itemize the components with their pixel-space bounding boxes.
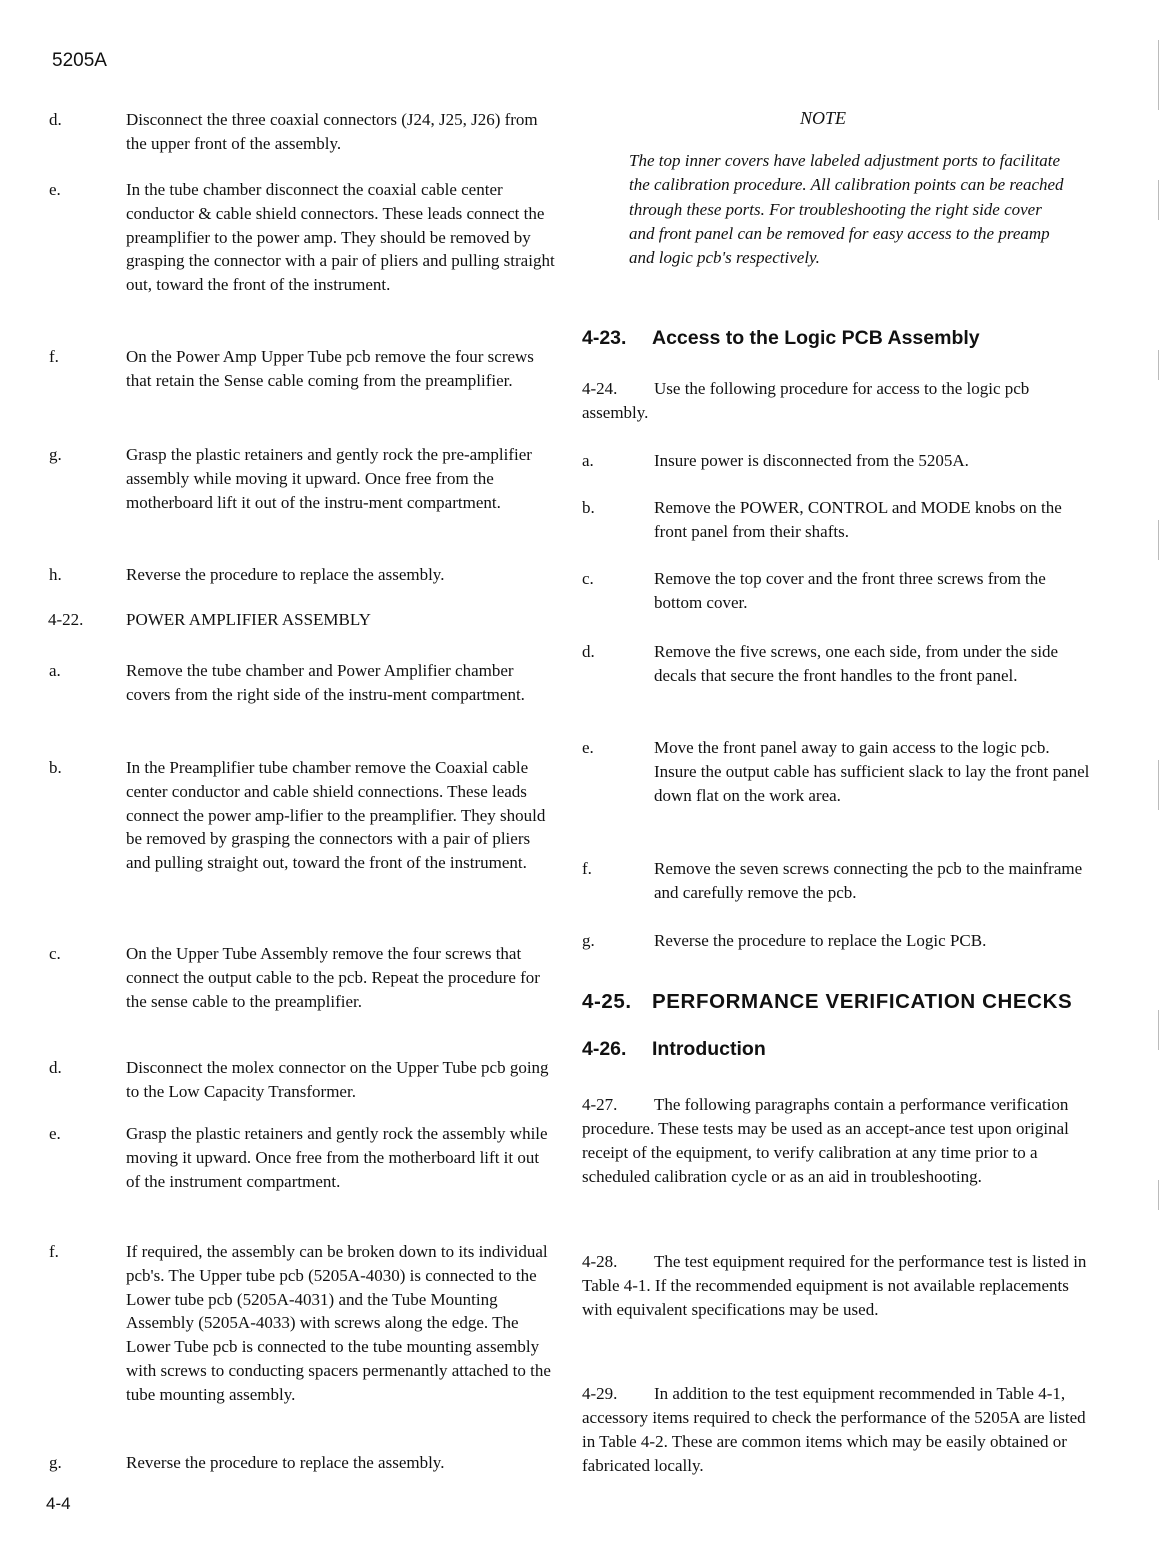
note-body: The top inner covers have labeled adjustment ports to facilitate the calibration procedure. All calibration points can be reached through these ports. For troubleshooting the right side cover and front panel can be removed for easy access to the preamp and logic pcb's respectively. — [629, 151, 1064, 268]
scan-mark — [1158, 1180, 1159, 1210]
section-heading-4-26 — [582, 1038, 766, 1061]
paragraph-4-29 — [582, 1382, 1097, 1478]
item-text: In the tube chamber disconnect the coaxial cable center conductor & cable shield connectors. These leads connect the preamplifier to the power amp. They should be removed by grasping the connector with a pair of pliers and pulling straight out, toward the front of the instrument. — [126, 180, 555, 295]
section-number: 4-22. — [48, 610, 84, 629]
scan-mark — [1158, 350, 1159, 380]
item-text: Remove the top cover and the front three screws from the bottom cover. — [654, 569, 1046, 612]
item-letter: h. — [49, 565, 62, 584]
item-text: Reverse the procedure to replace the Logic PCB. — [654, 931, 987, 950]
item-letter: f. — [582, 859, 592, 878]
item-text: Disconnect the molex connector on the Upper Tube pcb going to the Low Capacity Transformer. — [126, 1058, 549, 1101]
item-text: Move the front panel away to gain access to the logic pcb. Insure the output cable has sufficient slack to lay the front panel down flat on the work area. — [654, 738, 1090, 805]
item-text: On the Power Amp Upper Tube pcb remove the four screws that retain the Sense cable coming from the preamplifier. — [126, 347, 534, 390]
item-text: Reverse the procedure to replace the assembly. — [126, 1453, 445, 1472]
scan-mark — [1158, 520, 1159, 560]
item-letter: e. — [582, 738, 594, 757]
section-title: PERFORMANCE VERIFICATION CHECKS — [652, 990, 1073, 1013]
item-letter: e. — [49, 180, 61, 199]
item-text: Remove the tube chamber and Power Amplifier chamber covers from the right side of the instru-ment compartment. — [126, 661, 525, 704]
section-number: 4-26. — [582, 1038, 627, 1060]
page-number: 4-4 — [46, 1494, 71, 1513]
item-text: Insure power is disconnected from the 5205A. — [654, 451, 969, 470]
section-title: Introduction — [652, 1038, 766, 1060]
item-letter: c. — [49, 944, 61, 963]
scan-mark — [1158, 180, 1159, 220]
item-letter: d. — [582, 642, 595, 661]
item-text: On the Upper Tube Assembly remove the four screws that connect the output cable to the pcb. Repeat the procedure for the sense cable to the preamplifier. — [126, 944, 540, 1011]
paragraph-text: In addition to the test equipment recommended in Table 4-1, accessory items required to check the performance of the 5205A are listed in Table 4-2. These are common items which may be easily obtained or fabricated locally. — [582, 1384, 1086, 1475]
item-letter: b. — [49, 758, 62, 777]
section-number: 4-25. — [582, 990, 632, 1013]
note-title: NOTE — [800, 108, 847, 128]
item-letter: g. — [49, 1453, 62, 1472]
item-text: In the Preamplifier tube chamber remove the Coaxial cable center conductor and cable shield connections. These leads connect the power amp-lifier to the preamplifier. They should be removed by grasping the connectors with a pair of pliers and pulling straight out, toward the front of the instrument. — [126, 758, 546, 873]
scan-edge-marks — [1158, 0, 1162, 1544]
item-letter: d. — [49, 1058, 62, 1077]
item-text: If required, the assembly can be broken down to its individual pcb's. The Upper tube pcb (5205A-4030) is connected to the Lower tube pcb (5205A-4031) and the Tube Mounting Assembly (5205A-4033) with screws along the edge. The Lower Tube pcb is connected to the tube mounting assembly with screws to conducting spacers permenantly attached to the tube mounting assembly. — [126, 1242, 551, 1404]
item-text: Remove the POWER, CONTROL and MODE knobs on the front panel from their shafts. — [654, 498, 1062, 541]
paragraph-text: The test equipment required for the performance test is listed in Table 4-1. If the recommended equipment is not available replacements with equivalent specifications may be used. — [582, 1252, 1087, 1319]
item-letter: f. — [49, 1242, 59, 1261]
paragraph-text: Use the following procedure for access to the logic pcb assembly. — [582, 379, 1030, 422]
item-letter: e. — [49, 1124, 61, 1143]
section-number: 4-23. — [582, 327, 627, 349]
item-letter: d. — [49, 110, 62, 129]
item-text: Grasp the plastic retainers and gently rock the assembly while moving it upward. Once free from the motherboard lift it out of the instrument compartment. — [126, 1124, 548, 1191]
item-text: Reverse the procedure to replace the assembly. — [126, 565, 445, 584]
item-letter: g. — [582, 931, 595, 950]
section-heading-4-23 — [582, 327, 980, 350]
scan-mark — [1158, 760, 1159, 810]
item-letter: g. — [49, 445, 62, 464]
paragraph-text: The following paragraphs contain a performance verification procedure. These tests may be used as an accept-ance test upon original receipt of the equipment, to verify calibration at any time prior to a scheduled calibration cycle or as an aid in troubleshooting. — [582, 1095, 1069, 1186]
item-text: Disconnect the three coaxial connectors (J24, J25, J26) from the upper front of the assembly. — [126, 110, 538, 153]
paragraph-number: 4-27. — [582, 1095, 618, 1114]
section-heading-4-25 — [582, 990, 1072, 1014]
item-letter: a. — [49, 661, 61, 680]
section-title: Access to the Logic PCB Assembly — [652, 327, 980, 349]
item-text: Remove the seven screws connecting the pcb to the mainframe and carefully remove the pcb. — [654, 859, 1083, 902]
scan-mark — [1158, 1010, 1159, 1050]
paragraph-number: 4-24. — [582, 379, 618, 398]
item-letter: a. — [582, 451, 594, 470]
paragraph-4-27 — [582, 1093, 1097, 1189]
item-text: Grasp the plastic retainers and gently rock the pre-amplifier assembly while moving it upward. Once free from the motherboard lift it out of the instru-ment compartment. — [126, 445, 532, 512]
page-model-header: 5205A — [52, 50, 107, 71]
paragraph-number: 4-28. — [582, 1252, 618, 1271]
paragraph-number: 4-29. — [582, 1384, 618, 1403]
item-text: Remove the five screws, one each side, from under the side decals that secure the front handles to the front panel. — [654, 642, 1059, 685]
scan-mark — [1158, 40, 1159, 110]
section-heading-4-22 — [48, 610, 371, 630]
item-letter: f. — [49, 347, 59, 366]
section-title: POWER AMPLIFIER ASSEMBLY — [126, 610, 371, 629]
item-letter: c. — [582, 569, 594, 588]
paragraph-4-24 — [582, 377, 1097, 425]
item-letter: b. — [582, 498, 595, 517]
paragraph-4-28 — [582, 1250, 1097, 1322]
